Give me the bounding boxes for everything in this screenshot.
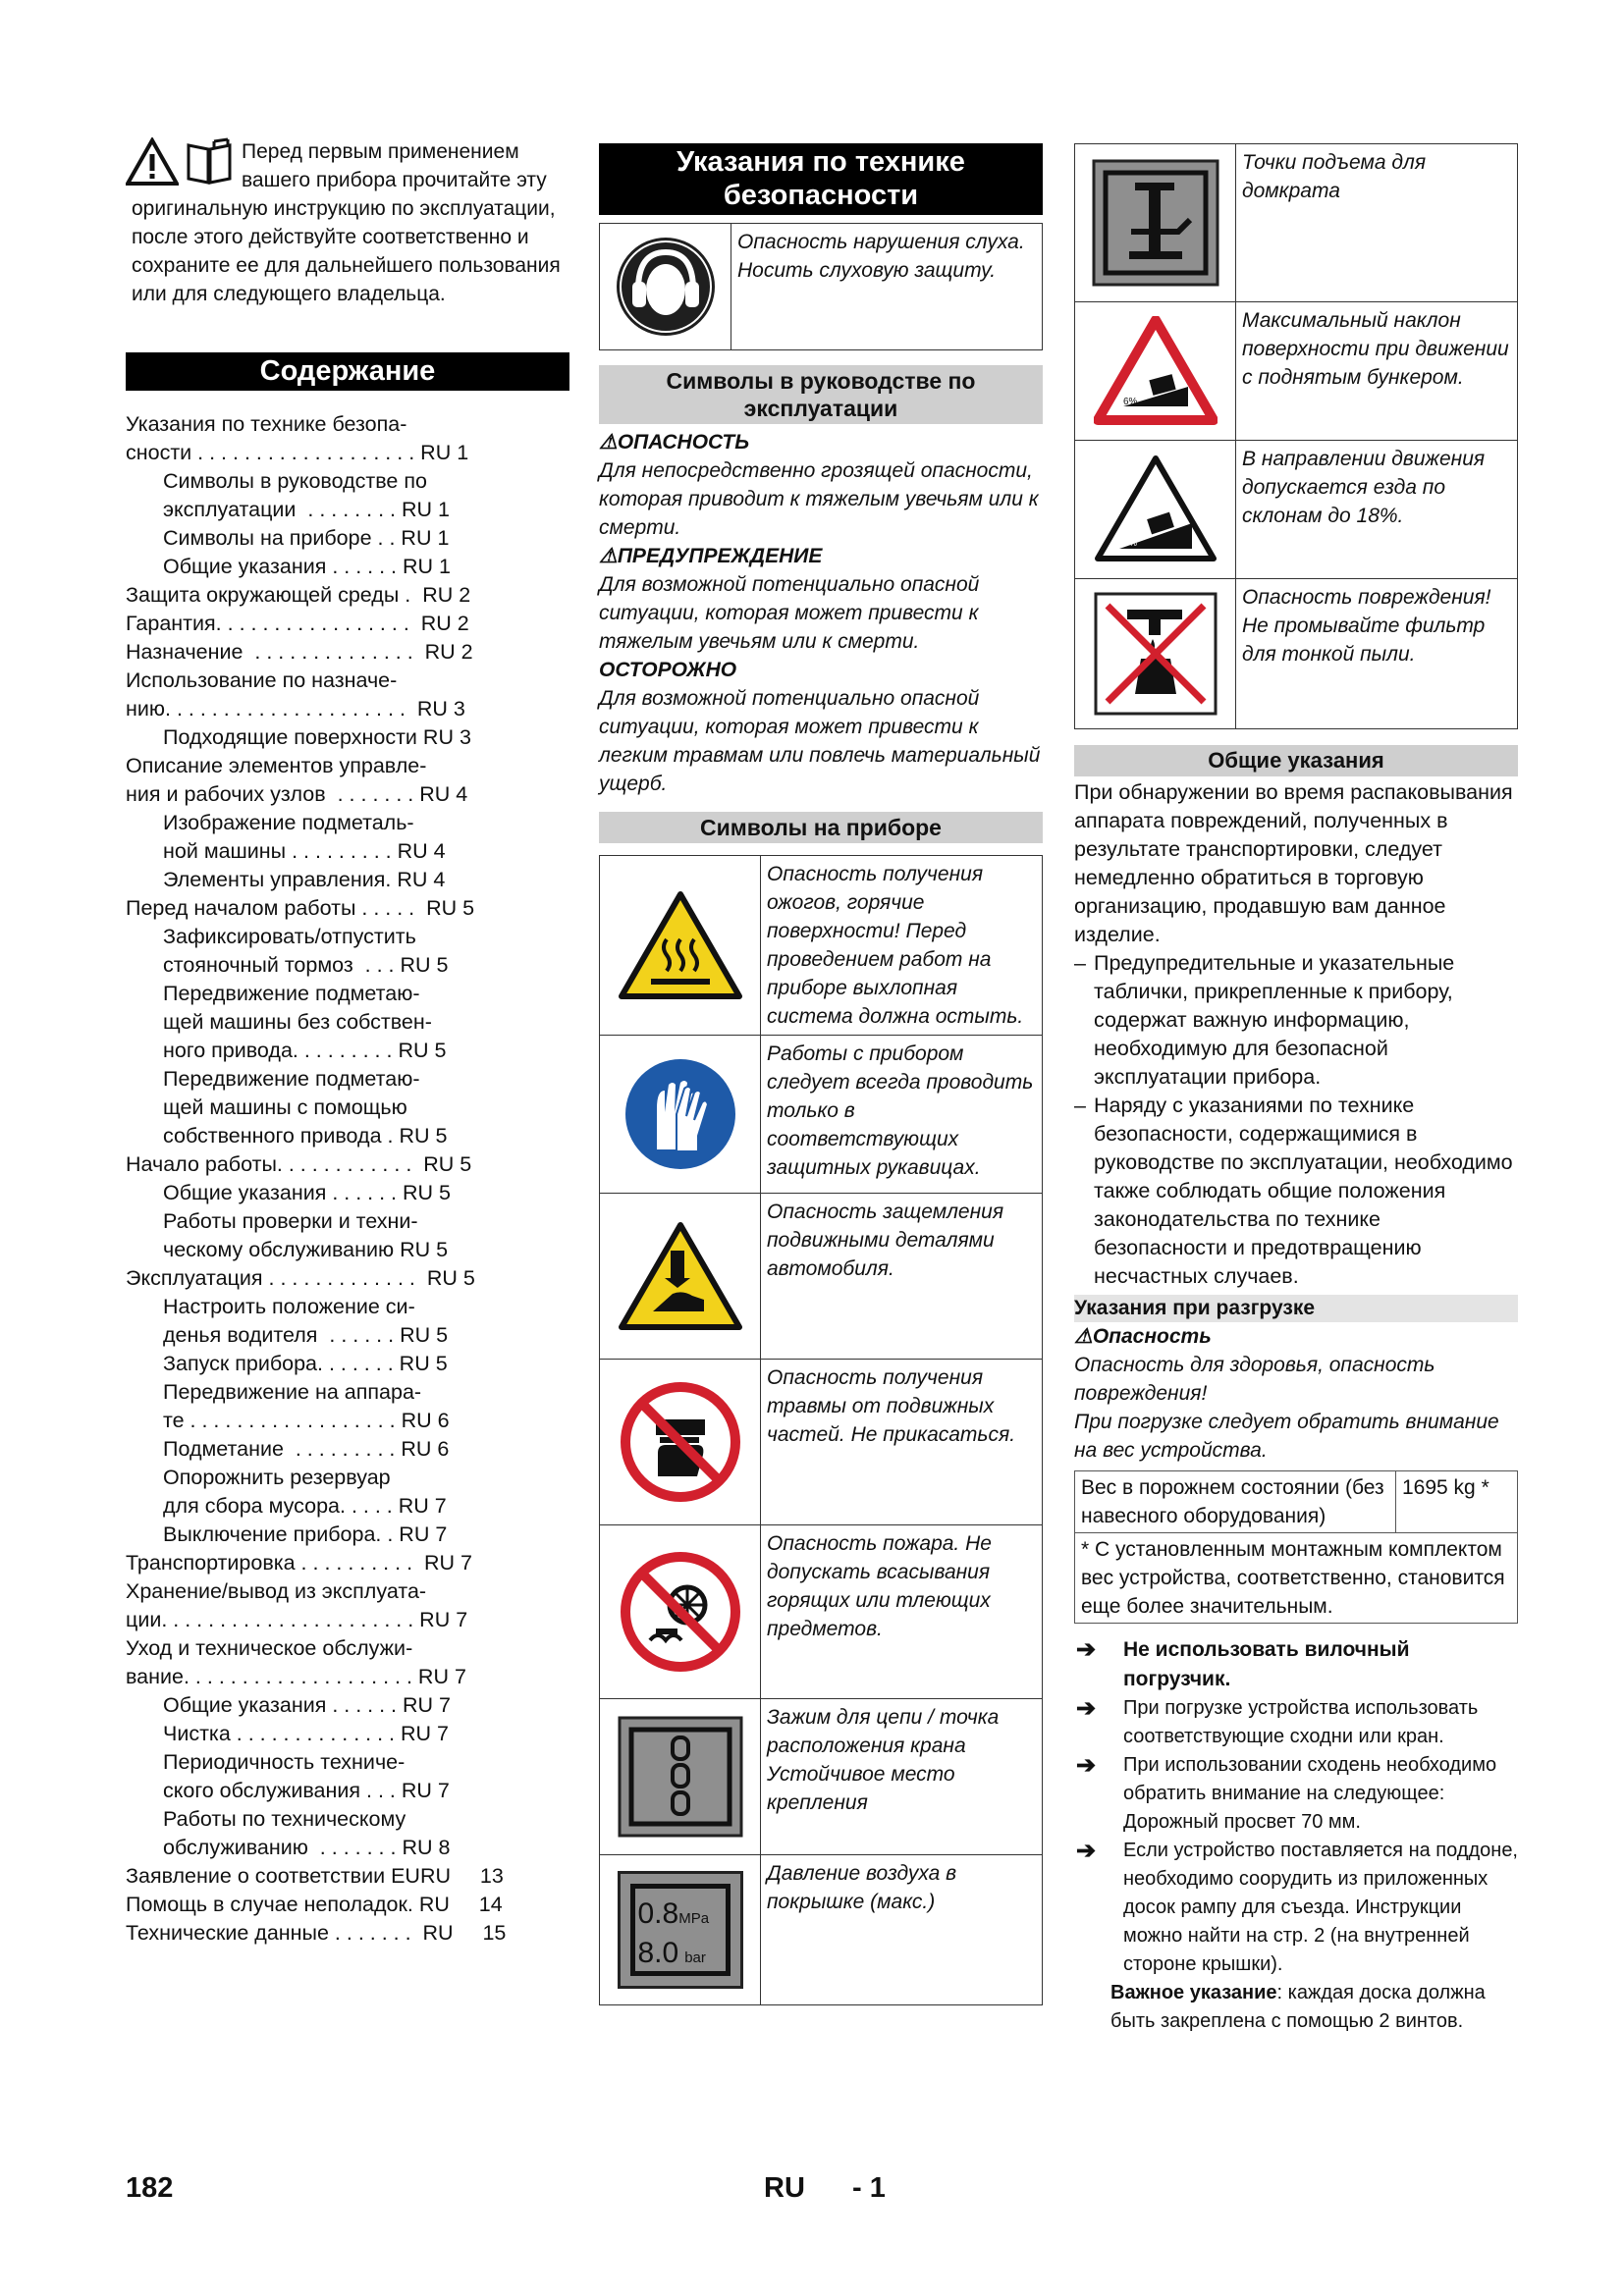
toc-entry-page: RU 4 (391, 868, 446, 891)
toc-entry (126, 1207, 569, 1236)
caution-label: ОСТОРОЖНО (599, 659, 737, 681)
toc-entry-text: Периодичность техниче- (163, 1750, 406, 1774)
toc-entry-page: RU 7 (392, 1494, 447, 1518)
toc-entry (126, 980, 569, 1008)
slope-badge-6: 6% (1122, 397, 1137, 407)
toc-entry-page: RU 7 (395, 1779, 450, 1802)
toc-entry-text: денья водителя . . . . . . (163, 1323, 395, 1347)
safety-title (599, 143, 1043, 215)
symbol-row (600, 1855, 1043, 2005)
gloves-icon (622, 1055, 739, 1173)
arrow-right-icon: ➔ (1076, 1636, 1097, 1663)
intro-block (126, 137, 569, 308)
bullet-item (1074, 949, 1518, 1092)
instruction-item (1074, 1751, 1518, 1837)
toc-entry-page: RU 7 (411, 1665, 466, 1688)
toc-entry-page: RU 5 (414, 1266, 475, 1290)
toc-entry-page: RU 7 (393, 1522, 448, 1546)
instruction-item (1074, 1694, 1518, 1751)
symbol-icon-cell (600, 1036, 761, 1194)
toc-entry-text: Подходящие поверхности (163, 725, 417, 749)
safety-title-line1: Указания по технике (677, 146, 965, 178)
manual-symbols-title: Символы в руководстве по эксплуатации (599, 365, 1043, 424)
toc-entry (126, 1834, 569, 1862)
toc-entry-text: Использование по назначе- (126, 668, 398, 692)
toc-entry (126, 1891, 569, 1919)
toc-entry-text: Общие указания . . . . . . (163, 1693, 398, 1717)
toc-entry (126, 923, 569, 951)
symbol-text: Давление воздуха в покрышке (макс.) (761, 1855, 1043, 2005)
toc-entry (126, 1663, 569, 1691)
toc-entry-page: RU 7 (395, 1722, 449, 1745)
weight-value: 1695 kg * (1396, 1471, 1518, 1533)
toc-entry-text: эксплуатации . . . . . . . . (163, 498, 396, 521)
toc-entry (126, 1919, 569, 1948)
symbol-row (1075, 302, 1518, 441)
toc-entry-page: RU 5 (414, 896, 475, 920)
danger-heading (599, 428, 1043, 456)
symbol-icon-cell (600, 1525, 761, 1699)
hot-surface-icon (618, 890, 743, 1000)
toc-entry-text: Транспортировка . . . . . . . . . . (126, 1551, 413, 1575)
dash-marker: – (1074, 1094, 1086, 1117)
important-note (1074, 1979, 1518, 2036)
symbol-icon-cell (1075, 144, 1236, 302)
toc-entry (126, 1691, 569, 1720)
symbol-row (1075, 441, 1518, 579)
symbol-icon-cell (600, 856, 761, 1036)
toc-entry-text: Описание элементов управле- (126, 754, 427, 777)
toc-entry-text: Выключение прибора. . (163, 1522, 394, 1546)
toc-entry (126, 1179, 569, 1207)
toc-entry-text: ции. . . . . . . . . . . . . . . . . . . . . . (126, 1608, 414, 1631)
symbol-text: Опасность повреждения! Не промывайте фильтр для тонкой пыли. (1236, 579, 1518, 729)
weight-note: * С установленным монтажным комплектом вес устройства, соответственно, становится еще более значительным. (1075, 1533, 1518, 1624)
instruction-text: Если устройство поставляется на поддоне, необходимо соорудить из приложенных досок рампу для съезда. Инструкции можно найти на стр. 2 (на внутренней стороне крышки). (1123, 1840, 1518, 1975)
symbol-text: В направлении движения допускается езда по склонам до 18%. (1236, 441, 1518, 579)
toc-entry (126, 809, 569, 837)
toc-entry-text: Общие указания . . . . . . (163, 1181, 398, 1204)
page-number: 182 (126, 2172, 174, 2204)
toc-entry-page: RU 5 (393, 1124, 448, 1148)
bullet-text: Предупредительные и указательные таблички, прикрепленные к прибору, содержат важную информацию, необходимую для безопасной эксплуатации прибора. (1094, 951, 1455, 1089)
toc-entry (126, 752, 569, 780)
toc-entry (126, 1122, 569, 1150)
symbol-text: Опасность пожара. Не допускать всасывания горящих или тлеющих предметов. (761, 1525, 1043, 1699)
toc-entry-page: RU 4 (391, 839, 446, 863)
toc-entry-text: Подметание . . . . . . . . . (163, 1437, 396, 1461)
table-of-contents (126, 410, 569, 1948)
toc-entry (126, 410, 569, 439)
symbol-row (600, 1036, 1043, 1194)
toc-entry-page: RU 1 (414, 441, 469, 464)
symbol-row (1075, 579, 1518, 729)
unload-danger-heading (1074, 1322, 1518, 1351)
toc-entry-text: обслуживанию . . . . . . . (163, 1836, 397, 1859)
toc-entry (126, 951, 569, 980)
toc-entry-text: Изображение подметаль- (163, 811, 414, 834)
hearing-table (599, 223, 1043, 350)
toc-entry-page: RU 5 (394, 953, 449, 977)
symbol-icon-cell (600, 1855, 761, 2005)
tire-pressure-icon (618, 1871, 743, 1989)
toc-entry-page: RU 3 (405, 697, 465, 721)
toc-entry-page: RU 7 (413, 1608, 468, 1631)
toc-entry-page: 15 (453, 1921, 507, 1945)
unload-danger-label: Опасность (1092, 1325, 1212, 1348)
column-left (126, 137, 569, 1948)
symbol-row (600, 856, 1043, 1036)
symbol-text: Зажим для цепи / точка расположения крана Устойчивое место крепления (761, 1699, 1043, 1855)
toc-entry-text: те . . . . . . . . . . . . . . . . . . (163, 1409, 396, 1432)
toc-entry-text: Передвижение подметаю- (163, 982, 420, 1005)
toc-entry-text: щей машины без собствен- (163, 1010, 432, 1034)
toc-entry-page: RU 6 (395, 1409, 450, 1432)
toc-entry-text: Технические данные . . . . . . . RU (126, 1921, 454, 1945)
toc-entry (126, 1008, 569, 1037)
toc-entry (126, 1634, 569, 1663)
toc-entry (126, 1150, 569, 1179)
symbol-text: Максимальный наклон поверхности при движении с поднятым бункером. (1236, 302, 1518, 441)
toc-entry-page: RU 2 (408, 612, 469, 635)
intro-text: Перед первым применением вашего прибора прочитайте эту оригинальную инструкцию по эксплуатации, после этого действуйте соответственно и сохраните ее для дальнейшего пользования или для следующего владельца. (132, 140, 561, 305)
caution-text: Для возможной потенциально опасной ситуации, которая может привести к легким травмам или повлечь материальный ущерб. (599, 687, 1041, 795)
warning-label: ПРЕДУПРЕЖДЕНИЕ (617, 545, 823, 567)
toc-entry-text: Указания по технике безопа- (126, 412, 407, 436)
toc-entry-text: Уход и техническое обслужи- (126, 1636, 413, 1660)
toc-entry-text: Помощь в случае неполадок. RU (126, 1893, 450, 1916)
toc-entry (126, 581, 569, 610)
symbol-row (600, 1525, 1043, 1699)
footer-lang: RU (764, 2172, 805, 2204)
toc-entry (126, 894, 569, 923)
toc-entry-text: Передвижение подметаю- (163, 1067, 420, 1091)
toc-entry-page: RU 5 (397, 1181, 452, 1204)
toc-entry-page: RU 1 (396, 498, 450, 521)
toc-entry-text: нию. . . . . . . . . . . . . . . . . . . . . (126, 697, 406, 721)
toc-entry-text: Опорожнить резервуар (163, 1466, 391, 1489)
toc-entry (126, 780, 569, 809)
toc-entry-text: Чистка . . . . . . . . . . . . . . (163, 1722, 396, 1745)
no-touch-icon (619, 1380, 742, 1504)
slope-badge-18: 18% (1118, 538, 1137, 548)
symbol-row (600, 1360, 1043, 1525)
arrow-right-icon: ➔ (1076, 1752, 1097, 1779)
toc-entry-text: для сбора мусора. . . . . (163, 1494, 393, 1518)
unload-danger-text1: Опасность для здоровья, опасность повреждения! (1074, 1354, 1435, 1405)
symbol-icon-cell (1075, 441, 1236, 579)
pressure-mpa-unit: MPa (678, 1910, 710, 1927)
more-symbols-table (1074, 143, 1518, 729)
important-label: Важное указание (1110, 1982, 1277, 2003)
pressure-mpa: 0.8 (637, 1897, 679, 1930)
symbol-icon-cell (1075, 302, 1236, 441)
chain-point-icon (618, 1716, 743, 1838)
toc-entry-text: Назначение . . . . . . . . . . . . . . (126, 640, 413, 664)
toc-entry-text: Защита окружающей среды . (126, 583, 411, 607)
manual-book-icon (185, 137, 234, 187)
toc-entry (126, 723, 569, 752)
instruction-item (1074, 1837, 1518, 1979)
danger-text: Для непосредственно грозящей опасности, которая приводит к тяжелым увечьям или к смерти. (599, 459, 1039, 539)
toc-entry-page: RU 3 (416, 725, 471, 749)
bullet-item (1074, 1092, 1518, 1291)
toc-entry-page: RU 4 (413, 782, 468, 806)
unload-warning-icon: ⚠ (1074, 1325, 1093, 1348)
instruction-item (1074, 1635, 1518, 1694)
toc-entry (126, 1577, 569, 1606)
no-burning-suction-icon (619, 1550, 742, 1674)
crush-hazard-icon (618, 1221, 743, 1331)
instruction-text: Не использовать вилочный погрузчик. (1123, 1638, 1410, 1690)
symbol-row (1075, 144, 1518, 302)
no-wash-filter-icon (1094, 592, 1218, 716)
column-right (1074, 143, 1518, 2036)
toc-entry (126, 1521, 569, 1549)
jack-point-icon (1092, 159, 1219, 287)
bullet-text: Наряду с указаниями по технике безопасности, содержащимися в руководстве по эксплуатации, необходимо также соблюдать общие положения законодательства по технике безопасности и предотвращению несчастных случаев. (1094, 1094, 1513, 1288)
unload-instructions (1074, 1635, 1518, 1979)
max-slope-icon (1094, 316, 1218, 426)
toc-entry-text: Начало работы. . . . . . . . . . . . (126, 1152, 412, 1176)
toc-entry (126, 1748, 569, 1777)
weight-table (1074, 1470, 1518, 1624)
toc-entry (126, 1407, 569, 1435)
column-middle (599, 143, 1043, 2005)
warning-text: Для возможной потенциально опасной ситуации, которая может привести к тяжелым увечьям или к смерти. (599, 573, 980, 653)
symbol-icon-cell (600, 1194, 761, 1360)
toc-entry (126, 1862, 569, 1891)
device-symbols-title: Символы на приборе (599, 812, 1043, 843)
danger-label: ОПАСНОСТЬ (617, 431, 750, 454)
hearing-text: Опасность нарушения слуха. Носить слуховую защиту. (731, 224, 1043, 350)
toc-entry-page: 13 (451, 1864, 504, 1888)
toc-entry (126, 496, 569, 524)
toc-entry-page: RU 2 (412, 640, 473, 664)
toc-title: Содержание (126, 352, 569, 391)
toc-entry-page: RU 2 (410, 583, 471, 607)
symbol-text: Работы с прибором следует всегда проводить только в соответствующих защитных рукавицах. (761, 1036, 1043, 1194)
toc-entry (126, 524, 569, 553)
toc-entry (126, 1293, 569, 1321)
toc-entry-text: Хранение/вывод из эксплуата- (126, 1579, 427, 1603)
safety-title-line2: безопасности (723, 180, 919, 211)
symbol-row (600, 1699, 1043, 1855)
toc-entry-text: Гарантия. . . . . . . . . . . . . . . . . (126, 612, 409, 635)
toc-entry-text: Символы в руководстве по (163, 469, 427, 493)
toc-entry-text: ния и рабочих узлов . . . . . . . (126, 782, 414, 806)
unload-danger-text2: При погрузке следует обратить внимание на вес устройства. (1074, 1411, 1499, 1462)
toc-entry (126, 610, 569, 638)
symbol-icon-cell (600, 1699, 761, 1855)
dash-marker: – (1074, 951, 1086, 975)
toc-entry (126, 837, 569, 866)
symbol-text: Опасность защемления подвижными деталями автомобиля. (761, 1194, 1043, 1360)
toc-entry (126, 695, 569, 723)
instruction-text: При погрузке устройства использовать соответствующие сходни или кран. (1123, 1697, 1479, 1747)
toc-entry-page: RU 7 (397, 1693, 452, 1717)
toc-entry (126, 1236, 569, 1264)
toc-entry-page: RU 5 (393, 1352, 448, 1375)
toc-entry-text: Заявление о соответствии EURU (126, 1864, 452, 1888)
toc-entry (126, 1606, 569, 1634)
symbol-text: Опасность получения ожогов, горячие поверхности! Перед проведением работ на приборе выхлопная система должна остыть. (761, 856, 1043, 1036)
toc-entry (126, 1492, 569, 1521)
general-text: При обнаружении во время распаковывания аппарата повреждений, полученных в результате транспортировки, следует немедленно обратиться в торговую организацию, продавшую вам данное изделие. (1074, 780, 1513, 946)
toc-entry-text: Перед началом работы . . . . . (126, 896, 415, 920)
toc-entry-text: Передвижение на аппара- (163, 1380, 422, 1404)
toc-entry (126, 1464, 569, 1492)
toc-entry-text: Настроить положение си- (163, 1295, 415, 1318)
hazard-levels (599, 428, 1043, 798)
arrow-right-icon: ➔ (1076, 1838, 1097, 1864)
toc-entry (126, 1094, 569, 1122)
toc-entry-text: собственного привода . (163, 1124, 394, 1148)
toc-entry-text: ного привода. . . . . . . . . (163, 1039, 393, 1062)
warning-heading (599, 542, 1043, 570)
toc-entry-text: Запуск прибора. . . . . . . (163, 1352, 394, 1375)
pressure-bar: 8.0 (637, 1937, 679, 1969)
symbol-icon-cell (1075, 579, 1236, 729)
toc-entry-text: ческому обслуживанию (163, 1238, 395, 1261)
toc-entry-page: RU 5 (411, 1152, 472, 1176)
toc-entry (126, 1549, 569, 1577)
toc-entry-text: Работы проверки и техни- (163, 1209, 418, 1233)
toc-entry (126, 1321, 569, 1350)
pressure-bar-unit: bar (684, 1949, 706, 1966)
toc-entry-text: щей машины с помощью (163, 1095, 407, 1119)
toc-entry (126, 553, 569, 581)
toc-entry (126, 1264, 569, 1293)
toc-entry (126, 1720, 569, 1748)
toc-entry-page: RU 5 (394, 1238, 449, 1261)
toc-entry-text: сности . . . . . . . . . . . . . . . . . . . (126, 441, 415, 464)
toc-entry-text: стояночный тормоз . . . (163, 953, 395, 977)
toc-entry-page: RU 5 (392, 1039, 447, 1062)
arrow-right-icon: ➔ (1076, 1695, 1097, 1722)
toc-entry (126, 467, 569, 496)
symbol-text: Опасность получения травмы от подвижных частей. Не прикасаться. (761, 1360, 1043, 1525)
toc-entry-text: Эксплуатация . . . . . . . . . . . . . (126, 1266, 415, 1290)
toc-entry-text: ского обслуживания . . . (163, 1779, 396, 1802)
toc-entry-text: Общие указания . . . . . . (163, 555, 398, 578)
toc-entry (126, 439, 569, 467)
toc-entry-page: RU 6 (395, 1437, 450, 1461)
toc-entry (126, 1350, 569, 1378)
toc-entry-page: RU 7 (412, 1551, 472, 1575)
toc-entry-page: RU 8 (396, 1836, 451, 1859)
toc-entry-page: RU 1 (395, 526, 450, 550)
toc-entry-page: RU 5 (394, 1323, 449, 1347)
important-text: : каждая доска должна быть закреплена с помощью 2 винтов. (1110, 1982, 1486, 2032)
toc-entry-page: RU 1 (397, 555, 452, 578)
toc-entry (126, 866, 569, 894)
toc-entry (126, 1037, 569, 1065)
toc-entry (126, 1777, 569, 1805)
toc-entry (126, 1435, 569, 1464)
toc-entry (126, 667, 569, 695)
toc-entry-text: вание. . . . . . . . . . . . . . . . . . . . (126, 1665, 412, 1688)
symbol-text: Точки подъема для домкрата (1236, 144, 1518, 302)
toc-entry (126, 1378, 569, 1407)
footer-page-local: - 1 (852, 2172, 886, 2204)
instruction-text: При использовании сходень необходимо обратить внимание на следующее: Дорожный просвет 70 мм. (1123, 1754, 1497, 1833)
hearing-icon-cell (600, 224, 731, 350)
toc-entry (126, 1065, 569, 1094)
danger-warning-icon: ⚠ (599, 431, 618, 454)
toc-entry (126, 1805, 569, 1834)
ear-protection-icon (612, 233, 720, 341)
warning-icon (126, 137, 179, 187)
toc-entry-text: ной машины . . . . . . . . . (163, 839, 392, 863)
toc-entry-text: Зафиксировать/отпустить (163, 925, 416, 948)
toc-entry-text: Работы по техническому (163, 1807, 406, 1831)
weight-label: Вес в порожнем состоянии (без навесного оборудования) (1075, 1471, 1396, 1533)
unload-title: Указания при разгрузке (1074, 1295, 1518, 1322)
warning-heading-icon: ⚠ (599, 545, 618, 567)
toc-entry-text: Символы на приборе . . (163, 526, 396, 550)
device-symbols-table (599, 855, 1043, 2005)
general-title: Общие указания (1074, 745, 1518, 776)
symbol-icon-cell (600, 1360, 761, 1525)
intro-icons (126, 137, 236, 190)
toc-entry (126, 638, 569, 667)
toc-entry-page: 14 (449, 1893, 503, 1916)
slope-18-icon (1094, 454, 1218, 564)
symbol-row (600, 1194, 1043, 1360)
toc-entry-text: Элементы управления. (163, 868, 392, 891)
